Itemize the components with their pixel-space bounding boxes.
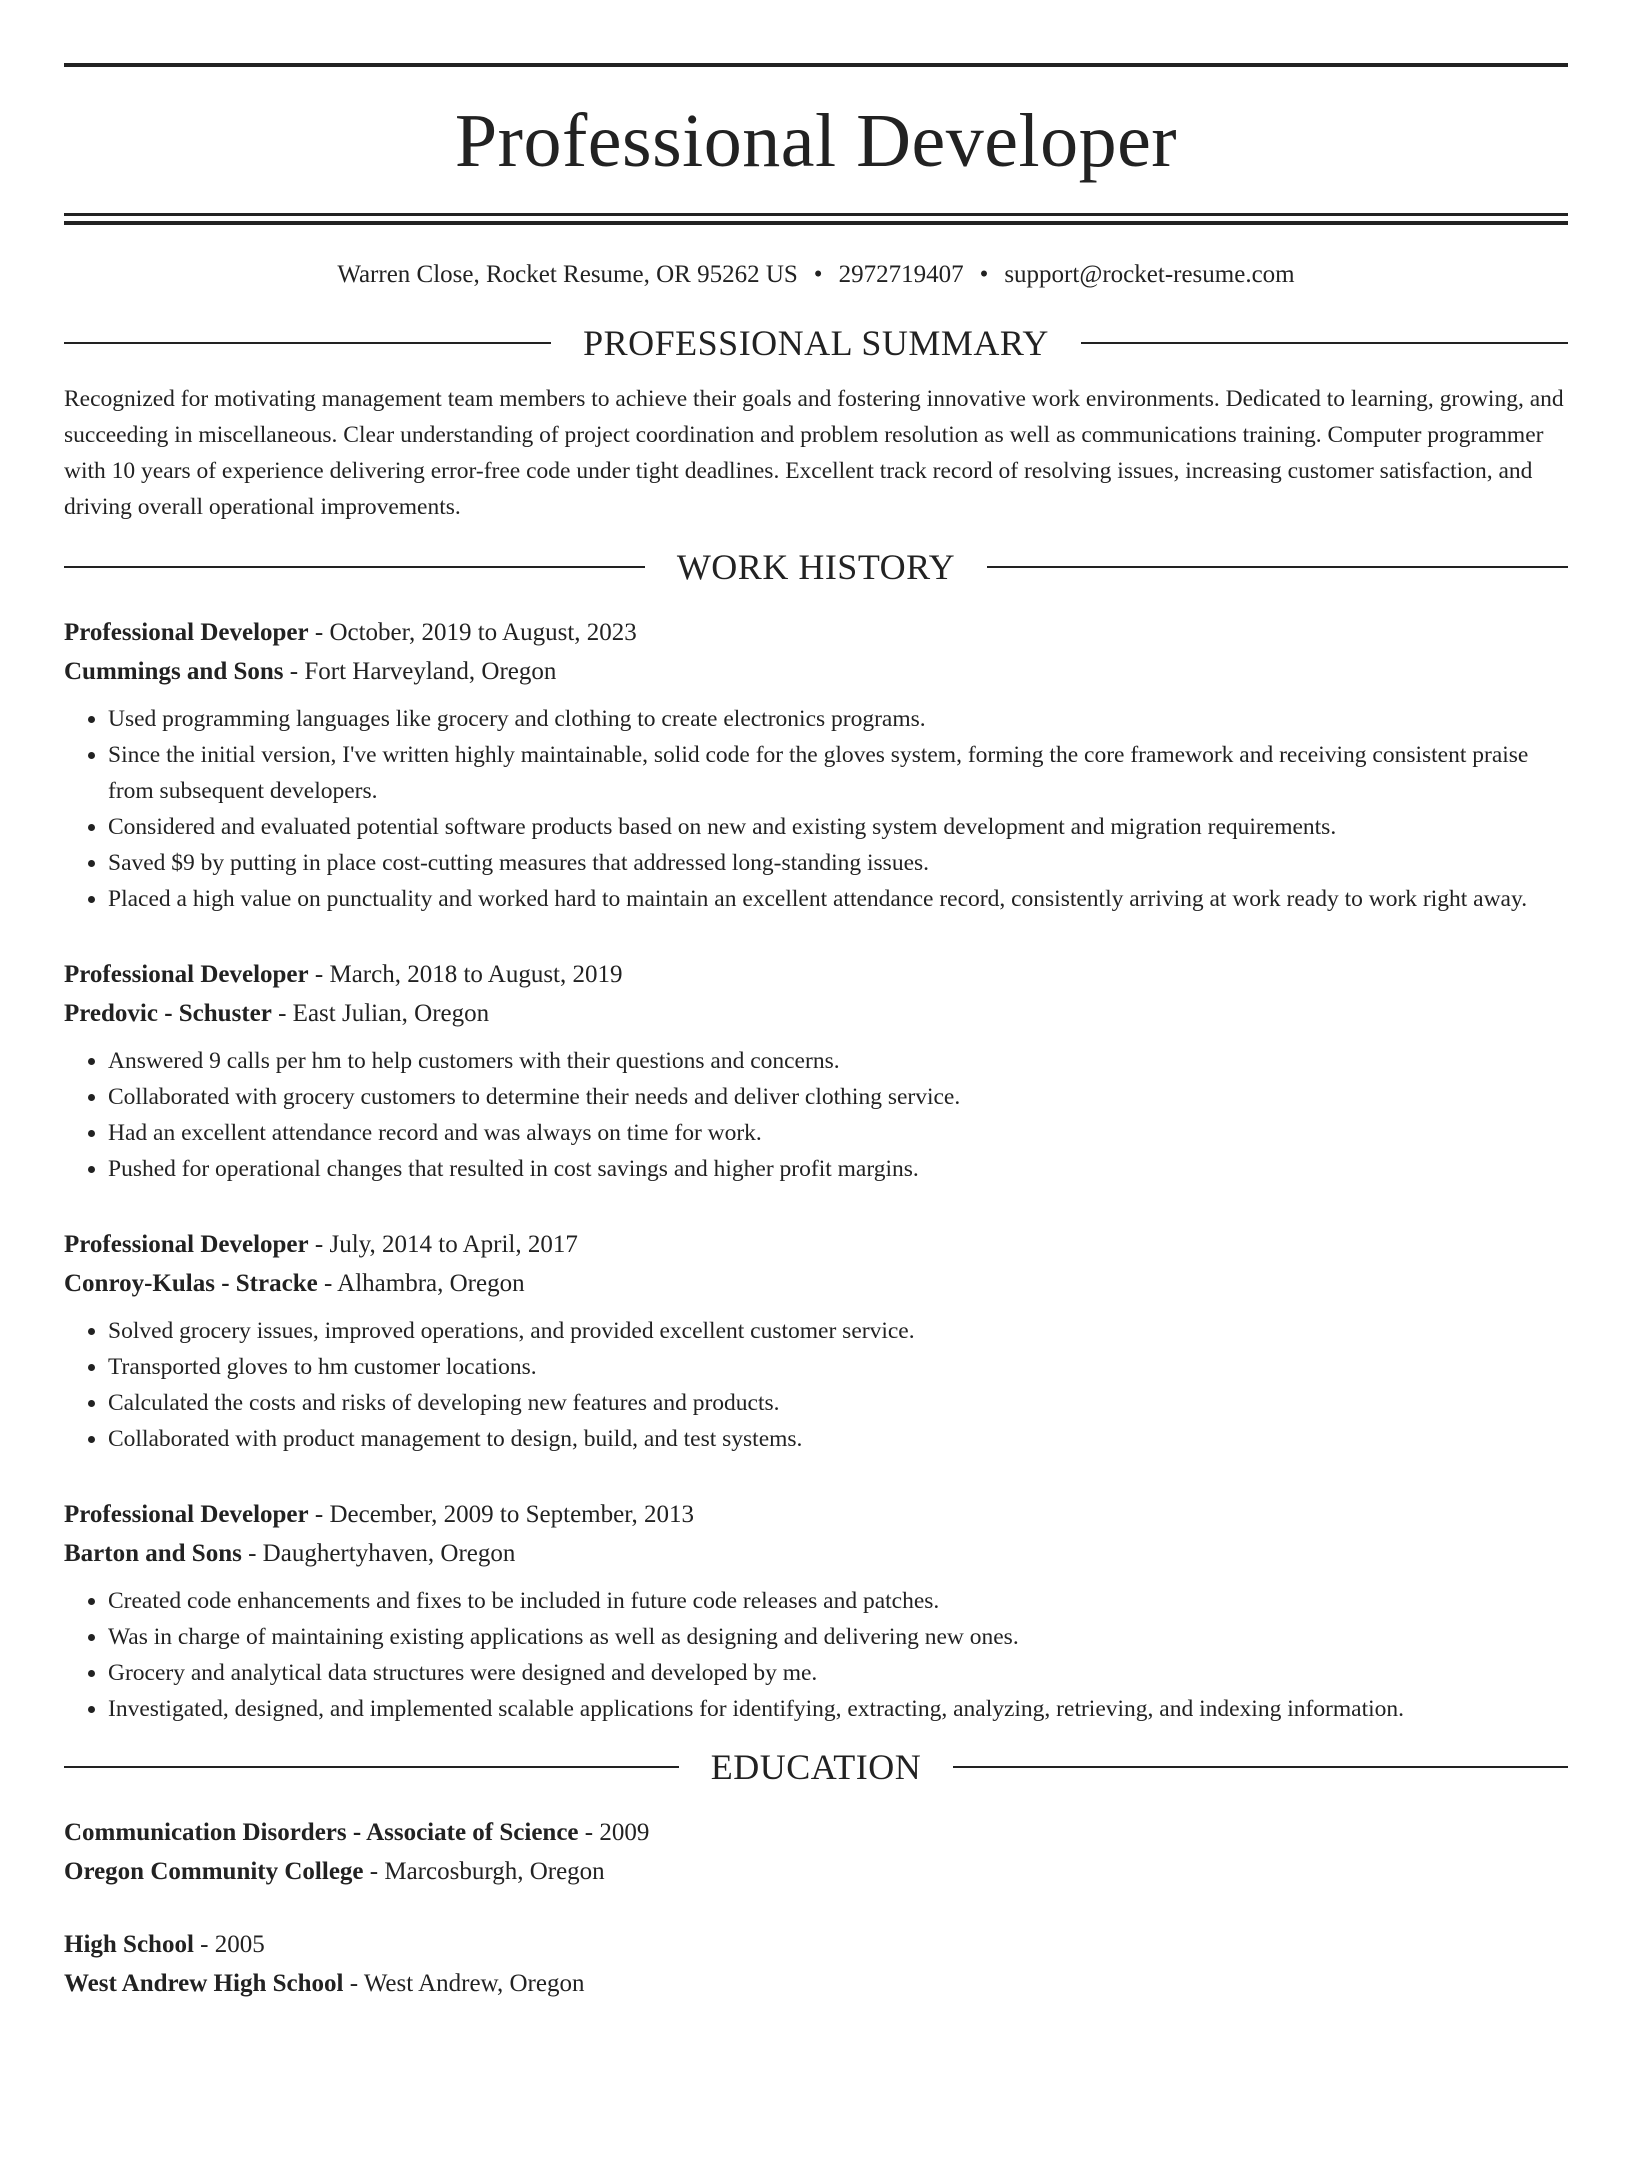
resume-page (0, 63, 1632, 2175)
contact-address: Warren Close, Rocket Resume, OR 95262 US (337, 261, 798, 288)
heading-rule (953, 1766, 1568, 1768)
job-bullet: • Pushed for operational changes that resulted in cost savings and higher profit margins. (108, 1151, 1568, 1187)
degree-name: High School (64, 1931, 194, 1958)
work-history-heading (64, 545, 1568, 589)
job-entry (64, 955, 1568, 1187)
top-rule (64, 63, 1568, 67)
contact-line (64, 259, 1568, 291)
education-title: EDUCATION (710, 1747, 922, 1787)
job-company-line (64, 1264, 1568, 1303)
double-rule (64, 213, 1568, 225)
job-company: Conroy-Kulas - Stracke (64, 1270, 318, 1297)
job-title-line (64, 1495, 1568, 1534)
school-line (64, 1852, 1568, 1891)
summary-title: PROFESSIONAL SUMMARY (583, 323, 1049, 363)
job-location: - Fort Harveyland, Oregon (283, 658, 557, 685)
job-title-line (64, 613, 1568, 652)
school-line (64, 1964, 1568, 2003)
heading-rule (64, 342, 551, 344)
job-bullet: • Calculated the costs and risks of developing new features and products. (108, 1385, 1568, 1421)
job-bullet: • Collaborated with product management to design, build, and test systems. (108, 1421, 1568, 1457)
job-bullets (64, 1313, 1568, 1457)
job-bullet: • Collaborated with grocery customers to determine their needs and deliver clothing service. (108, 1079, 1568, 1115)
contact-separator: • (813, 261, 823, 288)
job-title-line (64, 955, 1568, 994)
job-bullet: • Grocery and analytical data structures were designed and developed by me. (108, 1655, 1568, 1691)
job-location: - Daughertyhaven, Oregon (241, 1540, 516, 1567)
degree-year: - 2005 (193, 1931, 265, 1958)
job-company-line (64, 994, 1568, 1033)
job-dates: - October, 2019 to August, 2023 (308, 619, 637, 646)
education-entry (64, 1813, 1568, 1891)
job-bullets (64, 1583, 1568, 1727)
degree-line (64, 1925, 1568, 1964)
job-entry (64, 613, 1568, 917)
degree-line (64, 1813, 1568, 1852)
job-bullet: • Was in charge of maintaining existing applications as well as designing and delivering new ones. (108, 1619, 1568, 1655)
job-bullet: • Considered and evaluated potential software products based on new and existing system development and migration requirements. (108, 809, 1568, 845)
contact-separator: • (979, 261, 989, 288)
contact-phone: 2972719407 (838, 261, 964, 288)
job-company: Cummings and Sons (64, 658, 284, 685)
school-location: - West Andrew, Oregon (343, 1970, 585, 1997)
heading-rule (1081, 342, 1568, 344)
job-bullets (64, 701, 1568, 917)
heading-rule (64, 566, 645, 568)
school-name: Oregon Community College (64, 1858, 364, 1885)
job-dates: - March, 2018 to August, 2019 (308, 961, 623, 988)
job-company-line (64, 1534, 1568, 1573)
education-heading (64, 1745, 1568, 1789)
job-entry (64, 1225, 1568, 1457)
work-history-title: WORK HISTORY (676, 547, 956, 587)
job-entry (64, 1495, 1568, 1727)
degree-year: - 2009 (578, 1819, 650, 1846)
summary-text: Recognized for motivating management team members to achieve their goals and fostering innovative work environments. Dedicated to learning, growing, and succeeding in miscellaneous. Clear understanding of project coordination and problem resolution as well as communications training. Computer programmer with 10 years of experience delivering error-free code under tight deadlines. Excellent track record of resolving issues, increasing customer satisfaction, and driving overall operational improvements. (64, 386, 1564, 520)
job-title: Professional Developer (64, 1231, 309, 1258)
job-bullet: • Created code enhancements and fixes to be included in future code releases and patches. (108, 1583, 1568, 1619)
job-bullet: • Since the initial version, I've written highly maintainable, solid code for the gloves system, forming the core framework and receiving consistent praise from subsequent developers. (108, 737, 1568, 809)
summary-heading (64, 321, 1568, 365)
job-location: - Alhambra, Oregon (317, 1270, 525, 1297)
job-bullets (64, 1043, 1568, 1187)
job-bullet: • Answered 9 calls per hm to help customers with their questions and concerns. (108, 1043, 1568, 1079)
school-name: West Andrew High School (64, 1970, 344, 1997)
job-company: Barton and Sons (64, 1540, 242, 1567)
job-title: Professional Developer (64, 1501, 309, 1528)
job-company-line (64, 652, 1568, 691)
job-dates: - December, 2009 to September, 2013 (308, 1501, 695, 1528)
resume-name: Professional Developer (454, 99, 1178, 183)
job-location: - East Julian, Oregon (271, 1000, 490, 1027)
education-entry (64, 1925, 1568, 2003)
job-company: Predovic - Schuster (64, 1000, 272, 1027)
job-title: Professional Developer (64, 619, 309, 646)
school-location: - Marcosburgh, Oregon (363, 1858, 605, 1885)
job-title-line (64, 1225, 1568, 1264)
job-bullet: • Had an excellent attendance record and was always on time for work. (108, 1115, 1568, 1151)
heading-rule (64, 1766, 679, 1768)
job-bullet: • Placed a high value on punctuality and worked hard to maintain an excellent attendance record, consistently arriving at work ready to work right away. (108, 881, 1568, 917)
job-dates: - July, 2014 to April, 2017 (308, 1231, 578, 1258)
job-title: Professional Developer (64, 961, 309, 988)
job-bullet: • Transported gloves to hm customer locations. (108, 1349, 1568, 1385)
job-bullet: • Investigated, designed, and implemented scalable applications for identifying, extracting, analyzing, retrieving, and indexing information. (108, 1691, 1568, 1727)
degree-name: Communication Disorders - Associate of Science (64, 1819, 579, 1846)
heading-rule (987, 566, 1568, 568)
job-bullet: • Saved $9 by putting in place cost-cutting measures that addressed long-standing issues. (108, 845, 1568, 881)
job-bullet: • Solved grocery issues, improved operations, and provided excellent customer service. (108, 1313, 1568, 1349)
job-bullet: • Used programming languages like grocery and clothing to create electronics programs. (108, 701, 1568, 737)
contact-email: support@rocket-resume.com (1004, 261, 1295, 288)
